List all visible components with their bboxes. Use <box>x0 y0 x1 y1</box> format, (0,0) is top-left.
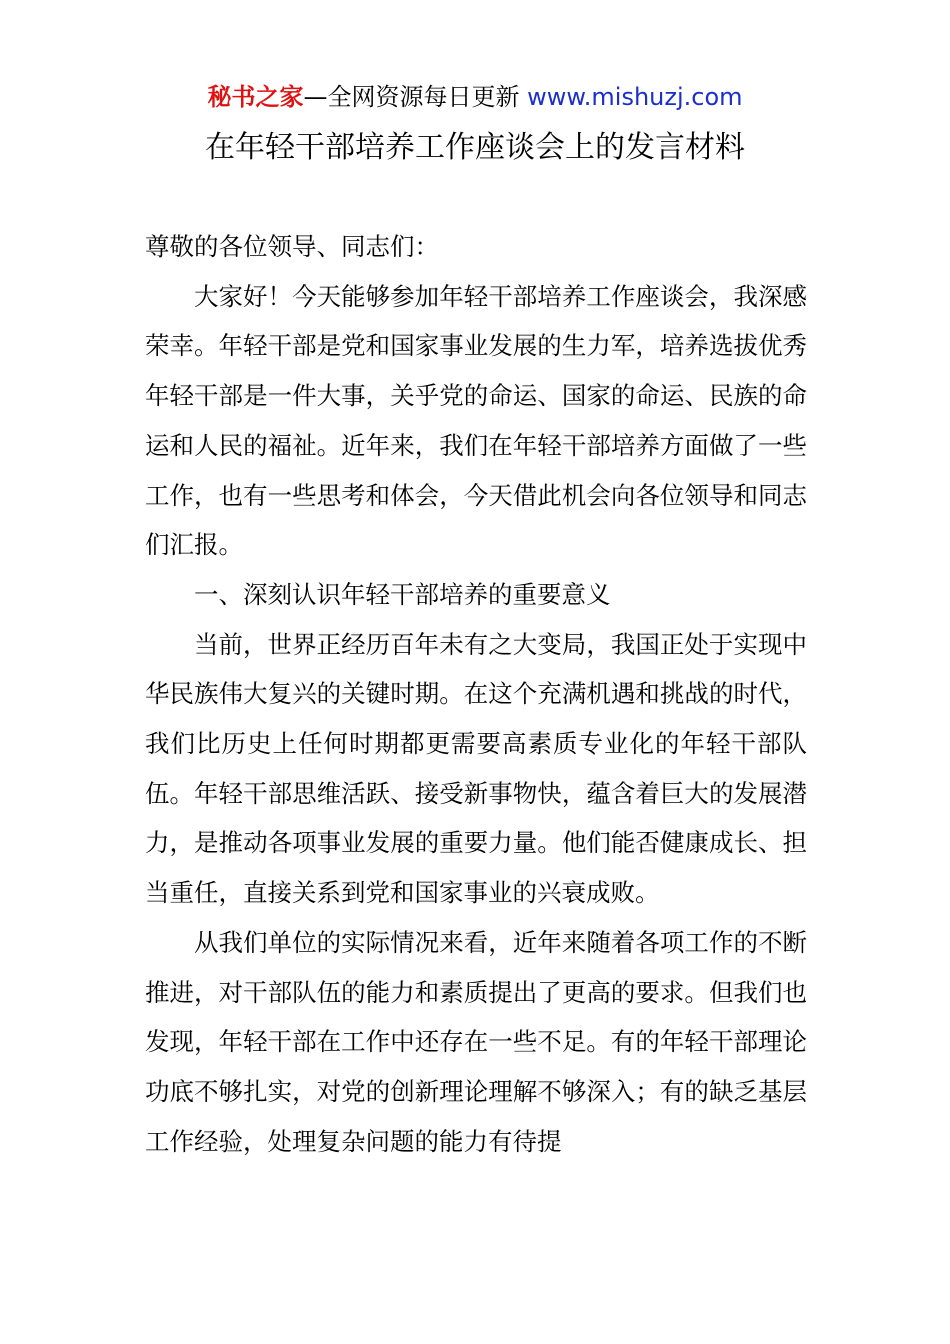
paragraph: 从我们单位的实际情况来看，近年来随着各项工作的不断推进，对干部队伍的能力和素质提出了更高的要求。但我们也发现，年轻干部在工作中还存在一些不足。有的年轻干部理论功底不够扎实，对党的创新理论理解不够深入；有的缺乏基层工作经验，处理复杂问题的能力有待提 <box>145 927 807 1156</box>
brand-name: 秘书之家 <box>207 83 304 111</box>
paragraph: 大家好！今天能够参加年轻干部培养工作座谈会，我深感荣幸。年轻干部是党和国家事业发展的生力军，培养选拔优秀年轻干部是一件大事，关乎党的命运、国家的命运、民族的命运和人民的福祉。近年来，我们在年轻干部培养方面做了一些工作，也有一些思考和体会，今天借此机会向各位领导和同志们汇报。 <box>145 281 807 560</box>
header-tagline: —全网资源每日更新 <box>303 83 520 111</box>
salutation: 尊敬的各位领导、同志们： <box>145 232 439 261</box>
document-body <box>145 222 807 1166</box>
site-header <box>0 80 950 114</box>
site-url[interactable]: www.mishuzj.com <box>527 83 743 111</box>
paragraph: 当前，世界正经历百年未有之大变局，我国正处于实现中华民族伟大复兴的关键时期。在这个充满机遇和挑战的时代，我们比历史上任何时期都更需要高素质专业化的年轻干部队伍。年轻干部思维活跃、接受新事物快，蕴含着巨大的发展潜力，是推动各项事业发展的重要力量。他们能否健康成长、担当重任，直接关系到党和国家事业的兴衰成败。 <box>145 629 807 908</box>
document-title: 在年轻干部培养工作座谈会上的发言材料 <box>205 130 745 165</box>
section-heading: 一、深刻认识年轻干部培养的重要意义 <box>194 579 611 609</box>
